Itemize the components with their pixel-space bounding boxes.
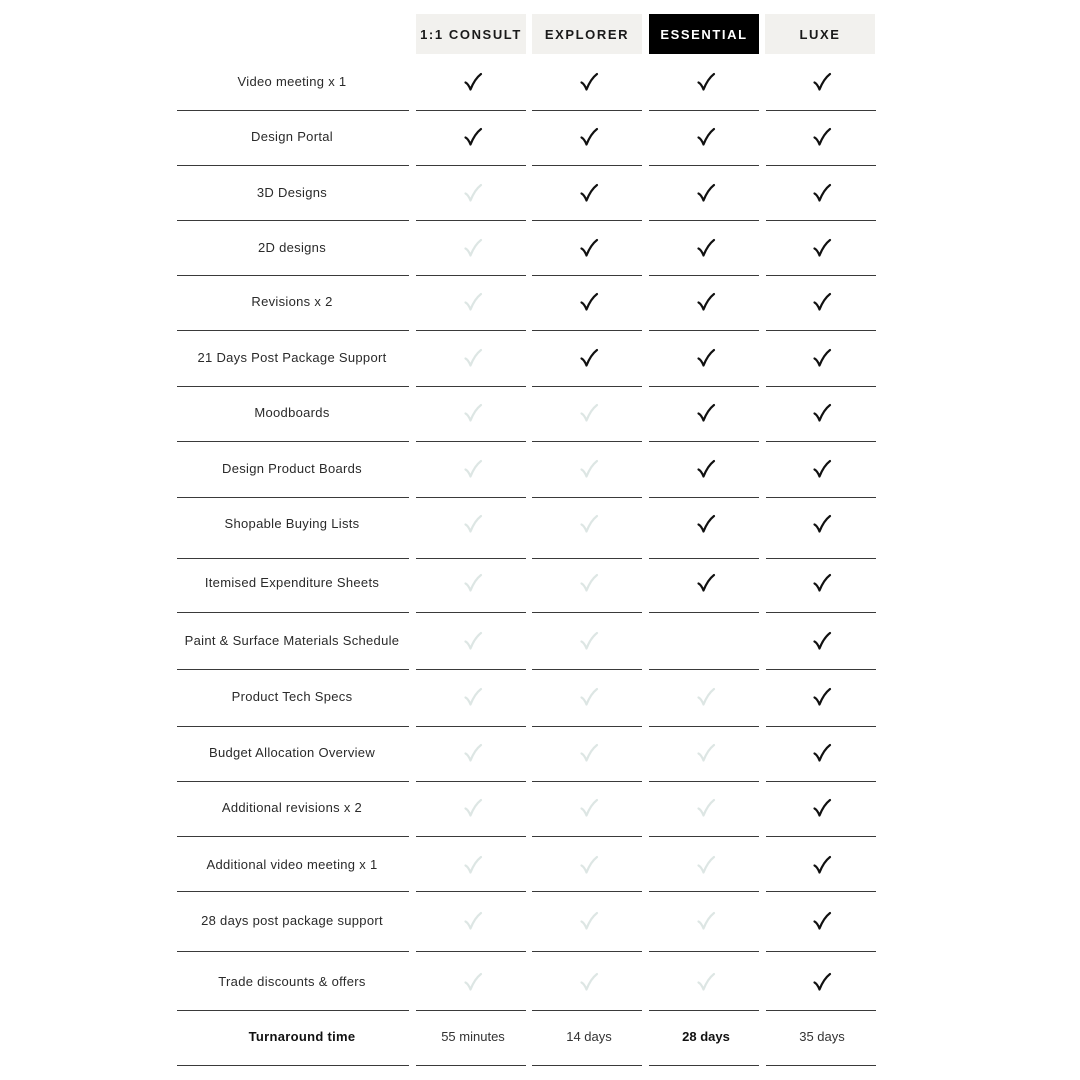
feature-label: Shopable Buying Lists (224, 516, 360, 531)
checkmark-icon (651, 398, 761, 428)
row-divider (177, 1010, 409, 1011)
checkmark-icon (767, 178, 877, 208)
checkmark-icon (651, 343, 761, 373)
checkmark-icon (418, 67, 528, 97)
row-divider (649, 441, 759, 442)
checkmark-faded-icon (534, 738, 644, 768)
checkmark-icon (767, 850, 877, 880)
row-divider (766, 386, 876, 387)
row-divider (177, 497, 409, 498)
row-divider (532, 110, 642, 111)
row-divider (177, 330, 409, 331)
plan-header-3: ESSENTIAL (649, 14, 759, 54)
row-divider (416, 275, 526, 276)
checkmark-icon (651, 509, 761, 539)
row-divider (416, 781, 526, 782)
row-divider (766, 669, 876, 670)
checkmark-faded-icon (418, 793, 528, 823)
row-divider (416, 951, 526, 952)
feature-label: 21 Days Post Package Support (197, 350, 387, 365)
checkmark-icon (767, 67, 877, 97)
row-divider (649, 781, 759, 782)
checkmark-faded-icon (418, 906, 528, 936)
feature-label: Design Portal (251, 129, 333, 144)
row-divider (649, 1010, 759, 1011)
row-divider (532, 836, 642, 837)
row-divider (416, 836, 526, 837)
row-divider (177, 669, 409, 670)
checkmark-icon (534, 233, 644, 263)
row-divider (766, 951, 876, 952)
feature-label: Budget Allocation Overview (208, 745, 376, 760)
row-divider (649, 612, 759, 613)
feature-label: Product Tech Specs (231, 689, 353, 704)
checkmark-faded-icon (534, 850, 644, 880)
row-divider (532, 330, 642, 331)
row-divider (649, 726, 759, 727)
checkmark-icon (418, 122, 528, 152)
checkmark-icon (767, 233, 877, 263)
row-divider (177, 558, 409, 559)
row-divider (416, 110, 526, 111)
checkmark-faded-icon (418, 178, 528, 208)
row-divider (532, 669, 642, 670)
checkmark-faded-icon (418, 287, 528, 317)
feature-label: Moodboards (254, 405, 330, 420)
checkmark-faded-icon (418, 454, 528, 484)
checkmark-faded-icon (651, 793, 761, 823)
row-divider (416, 558, 526, 559)
feature-label: Additional revisions x 2 (221, 800, 363, 815)
row-divider (416, 441, 526, 442)
feature-label: 28 days post package support (201, 913, 383, 928)
row-divider (649, 110, 759, 111)
row-divider (649, 497, 759, 498)
row-divider (532, 726, 642, 727)
row-divider (766, 612, 876, 613)
checkmark-faded-icon (418, 343, 528, 373)
row-divider (649, 220, 759, 221)
checkmark-faded-icon (651, 738, 761, 768)
checkmark-icon (767, 906, 877, 936)
row-divider (766, 836, 876, 837)
row-divider (416, 726, 526, 727)
row-divider (177, 612, 409, 613)
checkmark-icon (651, 67, 761, 97)
row-divider (532, 891, 642, 892)
checkmark-faded-icon (534, 454, 644, 484)
row-divider (532, 1065, 642, 1066)
feature-label: Additional video meeting x 1 (206, 857, 378, 872)
feature-label: Video meeting x 1 (237, 74, 347, 89)
row-divider (177, 220, 409, 221)
row-divider (177, 110, 409, 111)
row-divider (177, 836, 409, 837)
row-divider (766, 165, 876, 166)
checkmark-icon (651, 178, 761, 208)
checkmark-icon (767, 398, 877, 428)
row-divider (416, 612, 526, 613)
checkmark-faded-icon (418, 568, 528, 598)
row-divider (766, 275, 876, 276)
row-divider (532, 497, 642, 498)
checkmark-faded-icon (651, 850, 761, 880)
row-divider (766, 330, 876, 331)
checkmark-faded-icon (534, 509, 644, 539)
row-divider (649, 330, 759, 331)
feature-label: 2D designs (257, 240, 327, 255)
checkmark-icon (534, 287, 644, 317)
feature-label: Trade discounts & offers (218, 974, 366, 989)
feature-label: Paint & Surface Materials Schedule (184, 633, 400, 648)
checkmark-icon (651, 568, 761, 598)
checkmark-faded-icon (534, 906, 644, 936)
checkmark-icon (534, 343, 644, 373)
row-divider (416, 1010, 526, 1011)
row-divider (416, 165, 526, 166)
checkmark-faded-icon (534, 682, 644, 712)
row-divider (649, 951, 759, 952)
row-divider (416, 891, 526, 892)
row-divider (649, 836, 759, 837)
turnaround-value-2: 14 days (566, 1029, 612, 1044)
row-divider (177, 1065, 409, 1066)
row-divider (177, 781, 409, 782)
checkmark-faded-icon (418, 509, 528, 539)
checkmark-faded-icon (651, 906, 761, 936)
checkmark-faded-icon (651, 967, 761, 997)
row-divider (532, 165, 642, 166)
row-divider (532, 781, 642, 782)
row-divider (766, 1065, 876, 1066)
plan-header-1: 1:1 CONSULT (416, 14, 526, 54)
row-divider (532, 220, 642, 221)
turnaround-value-3: 28 days (682, 1029, 730, 1044)
row-divider (766, 891, 876, 892)
checkmark-faded-icon (534, 626, 644, 656)
row-divider (532, 558, 642, 559)
row-divider (532, 386, 642, 387)
checkmark-faded-icon (534, 793, 644, 823)
checkmark-icon (767, 568, 877, 598)
row-divider (177, 441, 409, 442)
row-divider (416, 497, 526, 498)
checkmark-icon (651, 233, 761, 263)
checkmark-faded-icon (418, 738, 528, 768)
row-divider (649, 386, 759, 387)
row-divider (532, 441, 642, 442)
row-divider (766, 110, 876, 111)
row-divider (766, 558, 876, 559)
row-divider (177, 726, 409, 727)
row-divider (416, 669, 526, 670)
row-divider (766, 726, 876, 727)
checkmark-icon (534, 67, 644, 97)
turnaround-value-4: 35 days (799, 1029, 845, 1044)
checkmark-faded-icon (418, 682, 528, 712)
checkmark-icon (651, 287, 761, 317)
checkmark-icon (767, 454, 877, 484)
row-divider (177, 275, 409, 276)
checkmark-icon (767, 122, 877, 152)
checkmark-icon (767, 287, 877, 317)
row-divider (416, 330, 526, 331)
checkmark-faded-icon (534, 568, 644, 598)
row-divider (766, 497, 876, 498)
row-divider (416, 386, 526, 387)
turnaround-value-1: 55 minutes (441, 1029, 505, 1044)
row-divider (649, 558, 759, 559)
row-divider (177, 386, 409, 387)
checkmark-faded-icon (534, 967, 644, 997)
row-divider (177, 951, 409, 952)
row-divider (177, 165, 409, 166)
row-divider (532, 1010, 642, 1011)
checkmark-faded-icon (418, 398, 528, 428)
plan-header-4: LUXE (765, 14, 875, 54)
checkmark-icon (767, 343, 877, 373)
row-divider (532, 612, 642, 613)
checkmark-faded-icon (418, 967, 528, 997)
checkmark-icon (651, 454, 761, 484)
row-divider (532, 951, 642, 952)
checkmark-icon (767, 682, 877, 712)
plan-header-2: EXPLORER (532, 14, 642, 54)
row-divider (177, 891, 409, 892)
row-divider (649, 165, 759, 166)
checkmark-icon (767, 738, 877, 768)
checkmark-faded-icon (534, 398, 644, 428)
row-divider (766, 441, 876, 442)
row-divider (649, 669, 759, 670)
row-divider (766, 220, 876, 221)
checkmark-icon (534, 122, 644, 152)
row-divider (649, 275, 759, 276)
checkmark-faded-icon (651, 682, 761, 712)
checkmark-faded-icon (418, 233, 528, 263)
row-divider (532, 275, 642, 276)
checkmark-icon (767, 967, 877, 997)
feature-label: Itemised Expenditure Sheets (204, 575, 380, 590)
feature-label: Design Product Boards (222, 461, 362, 476)
turnaround-label: Turnaround time (248, 1029, 356, 1044)
checkmark-faded-icon (418, 626, 528, 656)
row-divider (416, 1065, 526, 1066)
checkmark-icon (651, 122, 761, 152)
row-divider (649, 1065, 759, 1066)
checkmark-icon (767, 509, 877, 539)
checkmark-icon (767, 793, 877, 823)
checkmark-faded-icon (418, 850, 528, 880)
row-divider (649, 891, 759, 892)
checkmark-icon (767, 626, 877, 656)
row-divider (766, 781, 876, 782)
row-divider (416, 220, 526, 221)
row-divider (766, 1010, 876, 1011)
checkmark-icon (534, 178, 644, 208)
feature-label: Revisions x 2 (251, 294, 333, 309)
feature-label: 3D Designs (256, 185, 328, 200)
